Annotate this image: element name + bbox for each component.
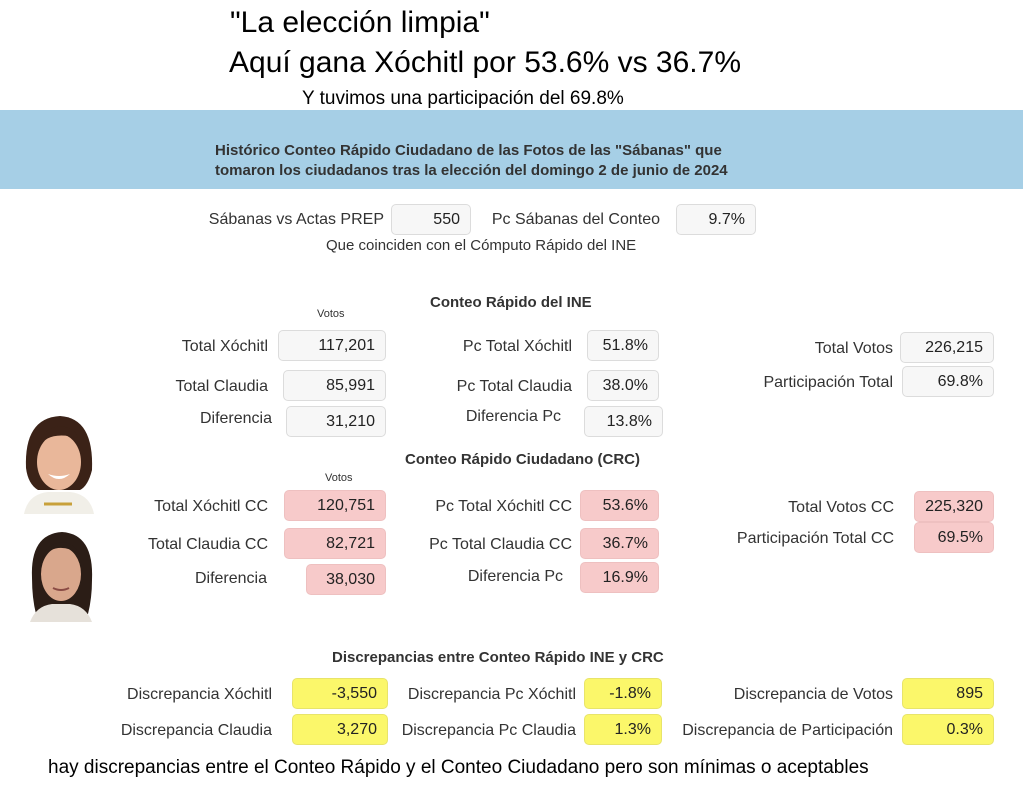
headline-quote: "La elección limpia" bbox=[230, 6, 490, 39]
ine-pc-claudia-label: Pc Total Claudia bbox=[456, 378, 572, 395]
ine-diferencia-pc-value: 13.8% bbox=[584, 406, 663, 437]
crc-votos-header: Votos bbox=[325, 472, 353, 484]
crc-section-title: Conteo Rápido Ciudadano (CRC) bbox=[405, 451, 640, 468]
disc-xochitl-label: Discrepancia Xóchitl bbox=[127, 686, 272, 703]
ine-diferencia-label: Diferencia bbox=[199, 410, 272, 427]
disc-votos-value: 895 bbox=[902, 678, 994, 709]
crc-total-claudia-value: 82,721 bbox=[284, 528, 386, 559]
ine-total-votos-value: 226,215 bbox=[900, 332, 994, 363]
disc-participacion-value: 0.3% bbox=[902, 714, 994, 745]
footer-note: hay discrepancias entre el Conteo Rápido y el Conteo Ciudadano pero son mínimas o aceptables bbox=[48, 757, 869, 778]
disc-xochitl-value: -3,550 bbox=[292, 678, 388, 709]
crc-pc-claudia-label: Pc Total Claudia CC bbox=[429, 536, 572, 553]
banner-line-2: tomaron los ciudadanos tras la elección del domingo 2 de junio de 2024 bbox=[215, 162, 728, 179]
summary-note: Que coinciden con el Cómputo Rápido del INE bbox=[326, 237, 637, 254]
crc-total-xochitl-label: Total Xóchitl CC bbox=[154, 498, 268, 515]
ine-total-xochitl-value: 117,201 bbox=[278, 330, 386, 361]
ine-pc-xochitl-value: 51.8% bbox=[587, 330, 659, 361]
sabanas-label: Sábanas vs Actas PREP bbox=[208, 211, 384, 228]
disc-claudia-label: Discrepancia Claudia bbox=[120, 722, 272, 739]
ine-total-claudia-value: 85,991 bbox=[283, 370, 386, 401]
disc-pc-claudia-label: Discrepancia Pc Claudia bbox=[401, 722, 576, 739]
crc-total-votos-label: Total Votos CC bbox=[788, 499, 894, 516]
pc-sabanas-label: Pc Sábanas del Conteo bbox=[491, 211, 660, 228]
crc-pc-xochitl-value: 53.6% bbox=[580, 490, 659, 521]
disc-claudia-value: 3,270 bbox=[292, 714, 388, 745]
headline-result: Aquí gana Xóchitl por 53.6% vs 36.7% bbox=[229, 46, 741, 79]
crc-participacion-value: 69.5% bbox=[914, 522, 994, 553]
ine-section-title: Conteo Rápido del INE bbox=[430, 294, 592, 311]
crc-pc-xochitl-label: Pc Total Xóchitl CC bbox=[435, 498, 572, 515]
ine-pc-xochitl-label: Pc Total Xóchitl bbox=[462, 338, 572, 355]
ine-pc-claudia-value: 38.0% bbox=[587, 370, 659, 401]
ine-participacion-label: Participación Total bbox=[763, 374, 893, 391]
banner-line-1: Histórico Conteo Rápido Ciudadano de las Fotos de las "Sábanas" que bbox=[215, 142, 722, 159]
disc-pc-xochitl-value: -1.8% bbox=[584, 678, 662, 709]
disc-pc-xochitl-label: Discrepancia Pc Xóchitl bbox=[407, 686, 576, 703]
crc-participacion-label: Participación Total CC bbox=[736, 530, 894, 547]
crc-pc-claudia-value: 36.7% bbox=[580, 528, 659, 559]
ine-participacion-value: 69.8% bbox=[902, 366, 994, 397]
crc-diferencia-pc-value: 16.9% bbox=[580, 562, 659, 593]
crc-diferencia-value: 38,030 bbox=[306, 564, 386, 595]
crc-diferencia-label: Diferencia bbox=[194, 570, 267, 587]
ine-total-xochitl-label: Total Xóchitl bbox=[181, 338, 268, 355]
crc-total-claudia-label: Total Claudia CC bbox=[147, 536, 268, 553]
candidate-photo-claudia bbox=[22, 528, 100, 622]
disc-pc-claudia-value: 1.3% bbox=[584, 714, 662, 745]
ine-diferencia-value: 31,210 bbox=[286, 406, 386, 437]
banner-text bbox=[215, 141, 815, 181]
sabanas-value: 550 bbox=[391, 204, 471, 235]
ine-total-claudia-label: Total Claudia bbox=[175, 378, 268, 395]
crc-total-votos-value: 225,320 bbox=[914, 491, 994, 522]
crc-total-xochitl-value: 120,751 bbox=[284, 490, 386, 521]
disc-votos-label: Discrepancia de Votos bbox=[733, 686, 893, 703]
ine-total-votos-label: Total Votos bbox=[814, 340, 893, 357]
crc-diferencia-pc-label: Diferencia Pc bbox=[467, 568, 563, 585]
disc-section-title: Discrepancias entre Conteo Rápido INE y CRC bbox=[332, 649, 664, 666]
disc-participacion-label: Discrepancia de Participación bbox=[682, 722, 893, 739]
headline-participation: Y tuvimos una participación del 69.8% bbox=[302, 88, 624, 109]
ine-votos-header: Votos bbox=[317, 308, 345, 320]
pc-sabanas-value: 9.7% bbox=[676, 204, 756, 235]
candidate-photo-xochitl bbox=[18, 408, 98, 514]
ine-diferencia-pc-label: Diferencia Pc bbox=[465, 408, 561, 425]
